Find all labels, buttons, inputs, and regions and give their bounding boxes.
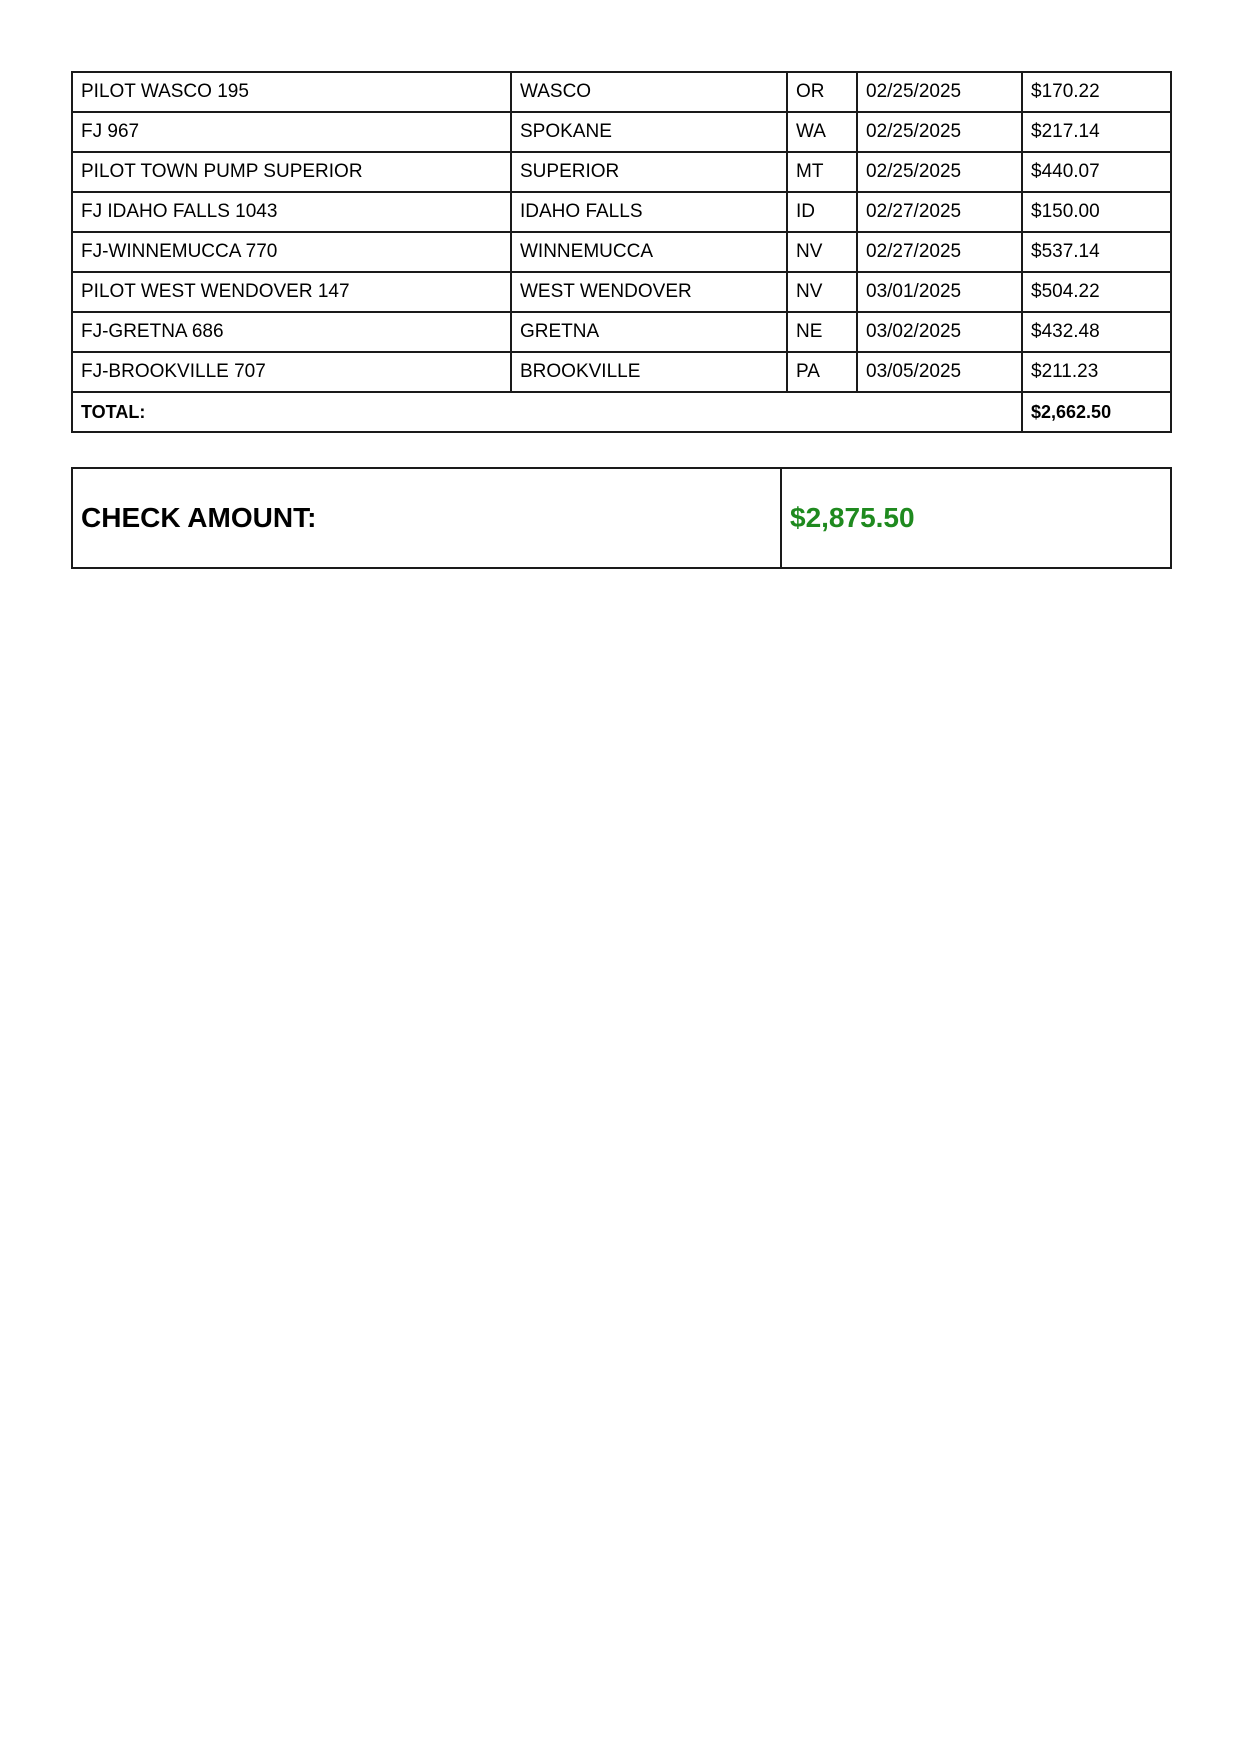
location-cell: FJ IDAHO FALLS 1043 <box>72 192 511 232</box>
state-cell: MT <box>787 152 857 192</box>
location-cell: PILOT WASCO 195 <box>72 72 511 112</box>
state-cell: NV <box>787 232 857 272</box>
table-row <box>72 272 1171 312</box>
location-cell: FJ-BROOKVILLE 707 <box>72 352 511 392</box>
date-cell: 02/25/2025 <box>857 72 1022 112</box>
location-cell: FJ-GRETNA 686 <box>72 312 511 352</box>
amount-cell: $150.00 <box>1022 192 1171 232</box>
date-cell: 03/05/2025 <box>857 352 1022 392</box>
city-cell: GRETNA <box>511 312 787 352</box>
date-cell: 03/02/2025 <box>857 312 1022 352</box>
total-label: TOTAL: <box>72 392 1022 432</box>
amount-cell: $440.07 <box>1022 152 1171 192</box>
state-cell: ID <box>787 192 857 232</box>
total-row <box>72 392 1171 432</box>
total-amount: $2,662.50 <box>1022 392 1171 432</box>
amount-cell: $170.22 <box>1022 72 1171 112</box>
date-cell: 02/25/2025 <box>857 152 1022 192</box>
amount-cell: $432.48 <box>1022 312 1171 352</box>
date-cell: 02/25/2025 <box>857 112 1022 152</box>
check-amount-label: CHECK AMOUNT: <box>72 468 781 568</box>
city-cell: SPOKANE <box>511 112 787 152</box>
date-cell: 03/01/2025 <box>857 272 1022 312</box>
date-cell: 02/27/2025 <box>857 232 1022 272</box>
table-row <box>72 232 1171 272</box>
amount-cell: $504.22 <box>1022 272 1171 312</box>
check-amount-box <box>71 467 1172 569</box>
city-cell: IDAHO FALLS <box>511 192 787 232</box>
transactions-table <box>71 71 1172 433</box>
city-cell: WASCO <box>511 72 787 112</box>
state-cell: NE <box>787 312 857 352</box>
city-cell: WINNEMUCCA <box>511 232 787 272</box>
table-row <box>72 72 1171 112</box>
table-row <box>72 112 1171 152</box>
date-cell: 02/27/2025 <box>857 192 1022 232</box>
amount-cell: $537.14 <box>1022 232 1171 272</box>
check-amount-value: $2,875.50 <box>781 468 1171 568</box>
city-cell: SUPERIOR <box>511 152 787 192</box>
table-row <box>72 352 1171 392</box>
state-cell: WA <box>787 112 857 152</box>
state-cell: OR <box>787 72 857 112</box>
state-cell: PA <box>787 352 857 392</box>
amount-cell: $211.23 <box>1022 352 1171 392</box>
transactions-body <box>72 72 1171 432</box>
table-row <box>72 152 1171 192</box>
city-cell: BROOKVILLE <box>511 352 787 392</box>
amount-cell: $217.14 <box>1022 112 1171 152</box>
table-row <box>72 192 1171 232</box>
city-cell: WEST WENDOVER <box>511 272 787 312</box>
location-cell: FJ-WINNEMUCCA 770 <box>72 232 511 272</box>
check-amount-row <box>72 468 1171 568</box>
table-row <box>72 312 1171 352</box>
location-cell: PILOT TOWN PUMP SUPERIOR <box>72 152 511 192</box>
state-cell: NV <box>787 272 857 312</box>
location-cell: FJ 967 <box>72 112 511 152</box>
location-cell: PILOT WEST WENDOVER 147 <box>72 272 511 312</box>
